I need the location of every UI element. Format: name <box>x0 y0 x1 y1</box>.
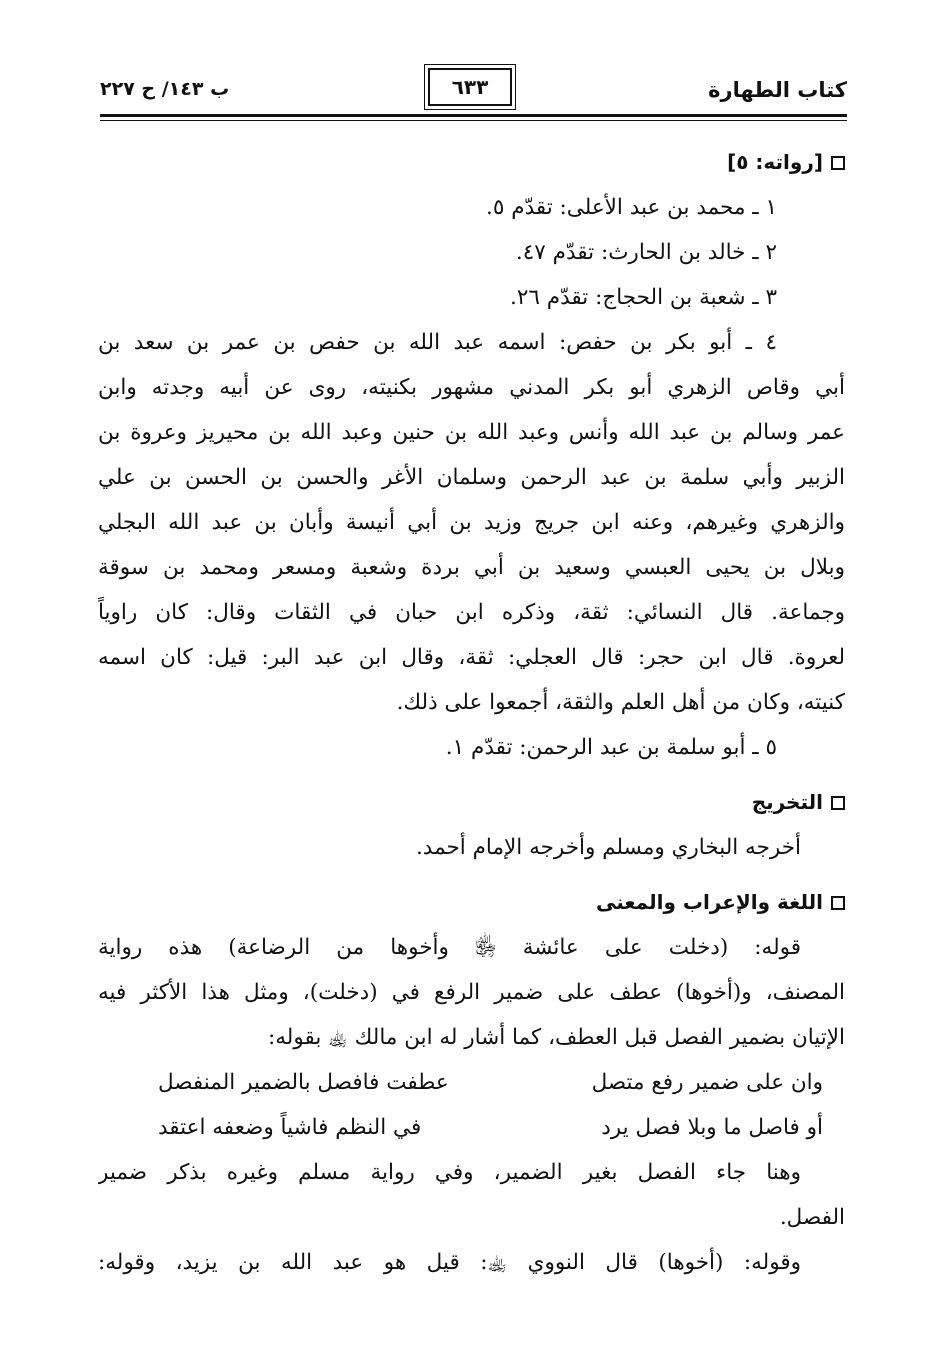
after-verse-line: وهنا جاء الفصل بغير الضمير، وفي رواية مسلم وغيره بذكر ضمير <box>98 1160 801 1185</box>
narrator-5: ٥ ـ أبو سلمة بن عبد الرحمن: تقدّم ١. <box>445 735 777 760</box>
takhrij-text: أخرجه البخاري ومسلم وأخرجه الإمام أحمد. <box>415 835 801 860</box>
book-title: كتاب الطهارة <box>708 78 847 102</box>
page-number: ٦٣٣ <box>451 75 489 99</box>
verse-hemistich-second: عطفت فافصل بالضمير المنفصل <box>158 1070 449 1095</box>
narrator-3: ٣ ـ شعبة بن الحجاج: تقدّم ٢٦. <box>510 285 777 310</box>
narrator-4-line: وجماعة. قال النسائي: ثقة، وذكره ابن حبان في الثقات وقال: كان راوياً <box>98 600 845 625</box>
header-rule-thick <box>100 114 847 117</box>
lugha-line: قوله: (دخلت على عائشة ﵂ وأخوها من الرضاعة) هذه رواية <box>98 935 801 960</box>
chapter-hadith-ref: ب ١٤٣/ ح ٢٢٧ <box>100 78 230 100</box>
verse-line <box>98 1060 845 1105</box>
verse-line <box>98 1105 845 1150</box>
narrator-4-line: لعروة. قال ابن حجر: قال العجلي: ثقة، وقال ابن عبد البر: قيل: كان اسمه <box>98 645 845 670</box>
verse-hemistich-second: في النظم فاشياً وضعفه اعتقد <box>158 1115 422 1140</box>
header-rule-thin <box>100 120 847 121</box>
after-verse-line: الفصل. <box>779 1205 845 1230</box>
narrator-4-line: وبلال بن يحيى العبسي وسعيد بن أبي بردة وشعبة ومسعر ومحمد بن سوقة <box>98 555 845 580</box>
lugha-heading: اللغة والإعراب والمعنى <box>98 880 845 925</box>
narrator-4-line: والزهري وغيرهم، وعنه ابن جريج وزيد بن أبي أنيسة وأبان بن عبد الله البجلي <box>98 510 845 535</box>
checkbox-square-icon <box>831 896 845 910</box>
lugha-line: المصنف، و(أخوها) عطف على ضمير الرفع في (دخلت)، ومثل هذا الأكثر فيه <box>98 980 845 1005</box>
narrator-4-line: كنيته، وكان من أهل العلم والثقة، أجمعوا على ذلك. <box>396 690 845 715</box>
page-body <box>98 140 845 1285</box>
narrator-1: ١ ـ محمد بن عبد الأعلى: تقدّم ٥. <box>486 195 777 220</box>
narrator-4-line: ٤ ـ أبو بكر بن حفص: اسمه عبد الله بن حفص بن عمر بن سعد بن <box>98 330 777 355</box>
narrators-heading: [رواته: ٥] <box>98 140 845 185</box>
narrator-4-line: أبي وقاص الزهري أبو بكر المدني مشهور بكنيته، روى عن أبيه وجدته وابن <box>98 375 845 400</box>
takhrij-heading: التخريج <box>98 780 845 825</box>
verse-hemistich-first: وان على ضمير رفع متصل <box>591 1070 823 1095</box>
page-number-box <box>428 68 512 106</box>
narrator-4-line: عمر وسالم بن عبد الله وأنس وعبد الله بن حنين وعبد الله بن محيريز وعروة بن <box>98 420 845 445</box>
narrator-2: ٢ ـ خالد بن الحارث: تقدّم ٤٧. <box>515 240 777 265</box>
last-line: وقوله: (أخوها) قال النووي ﵀: قيل هو عبد الله بن يزيد، وقوله: <box>98 1250 801 1275</box>
verse-hemistich-first: أو فاصل ما وبلا فصل يرد <box>601 1115 823 1140</box>
narrator-4-line: الزبير وأبي سلمة بن عبد الرحمن وسلمان الأغر والحسن بن الحسن بن علي <box>98 465 845 490</box>
lugha-line: الإتيان بضمير الفصل قبل العطف، كما أشار له ابن مالك ﵀ بقوله: <box>268 1025 845 1050</box>
checkbox-square-icon <box>831 156 845 170</box>
checkbox-square-icon <box>831 796 845 810</box>
